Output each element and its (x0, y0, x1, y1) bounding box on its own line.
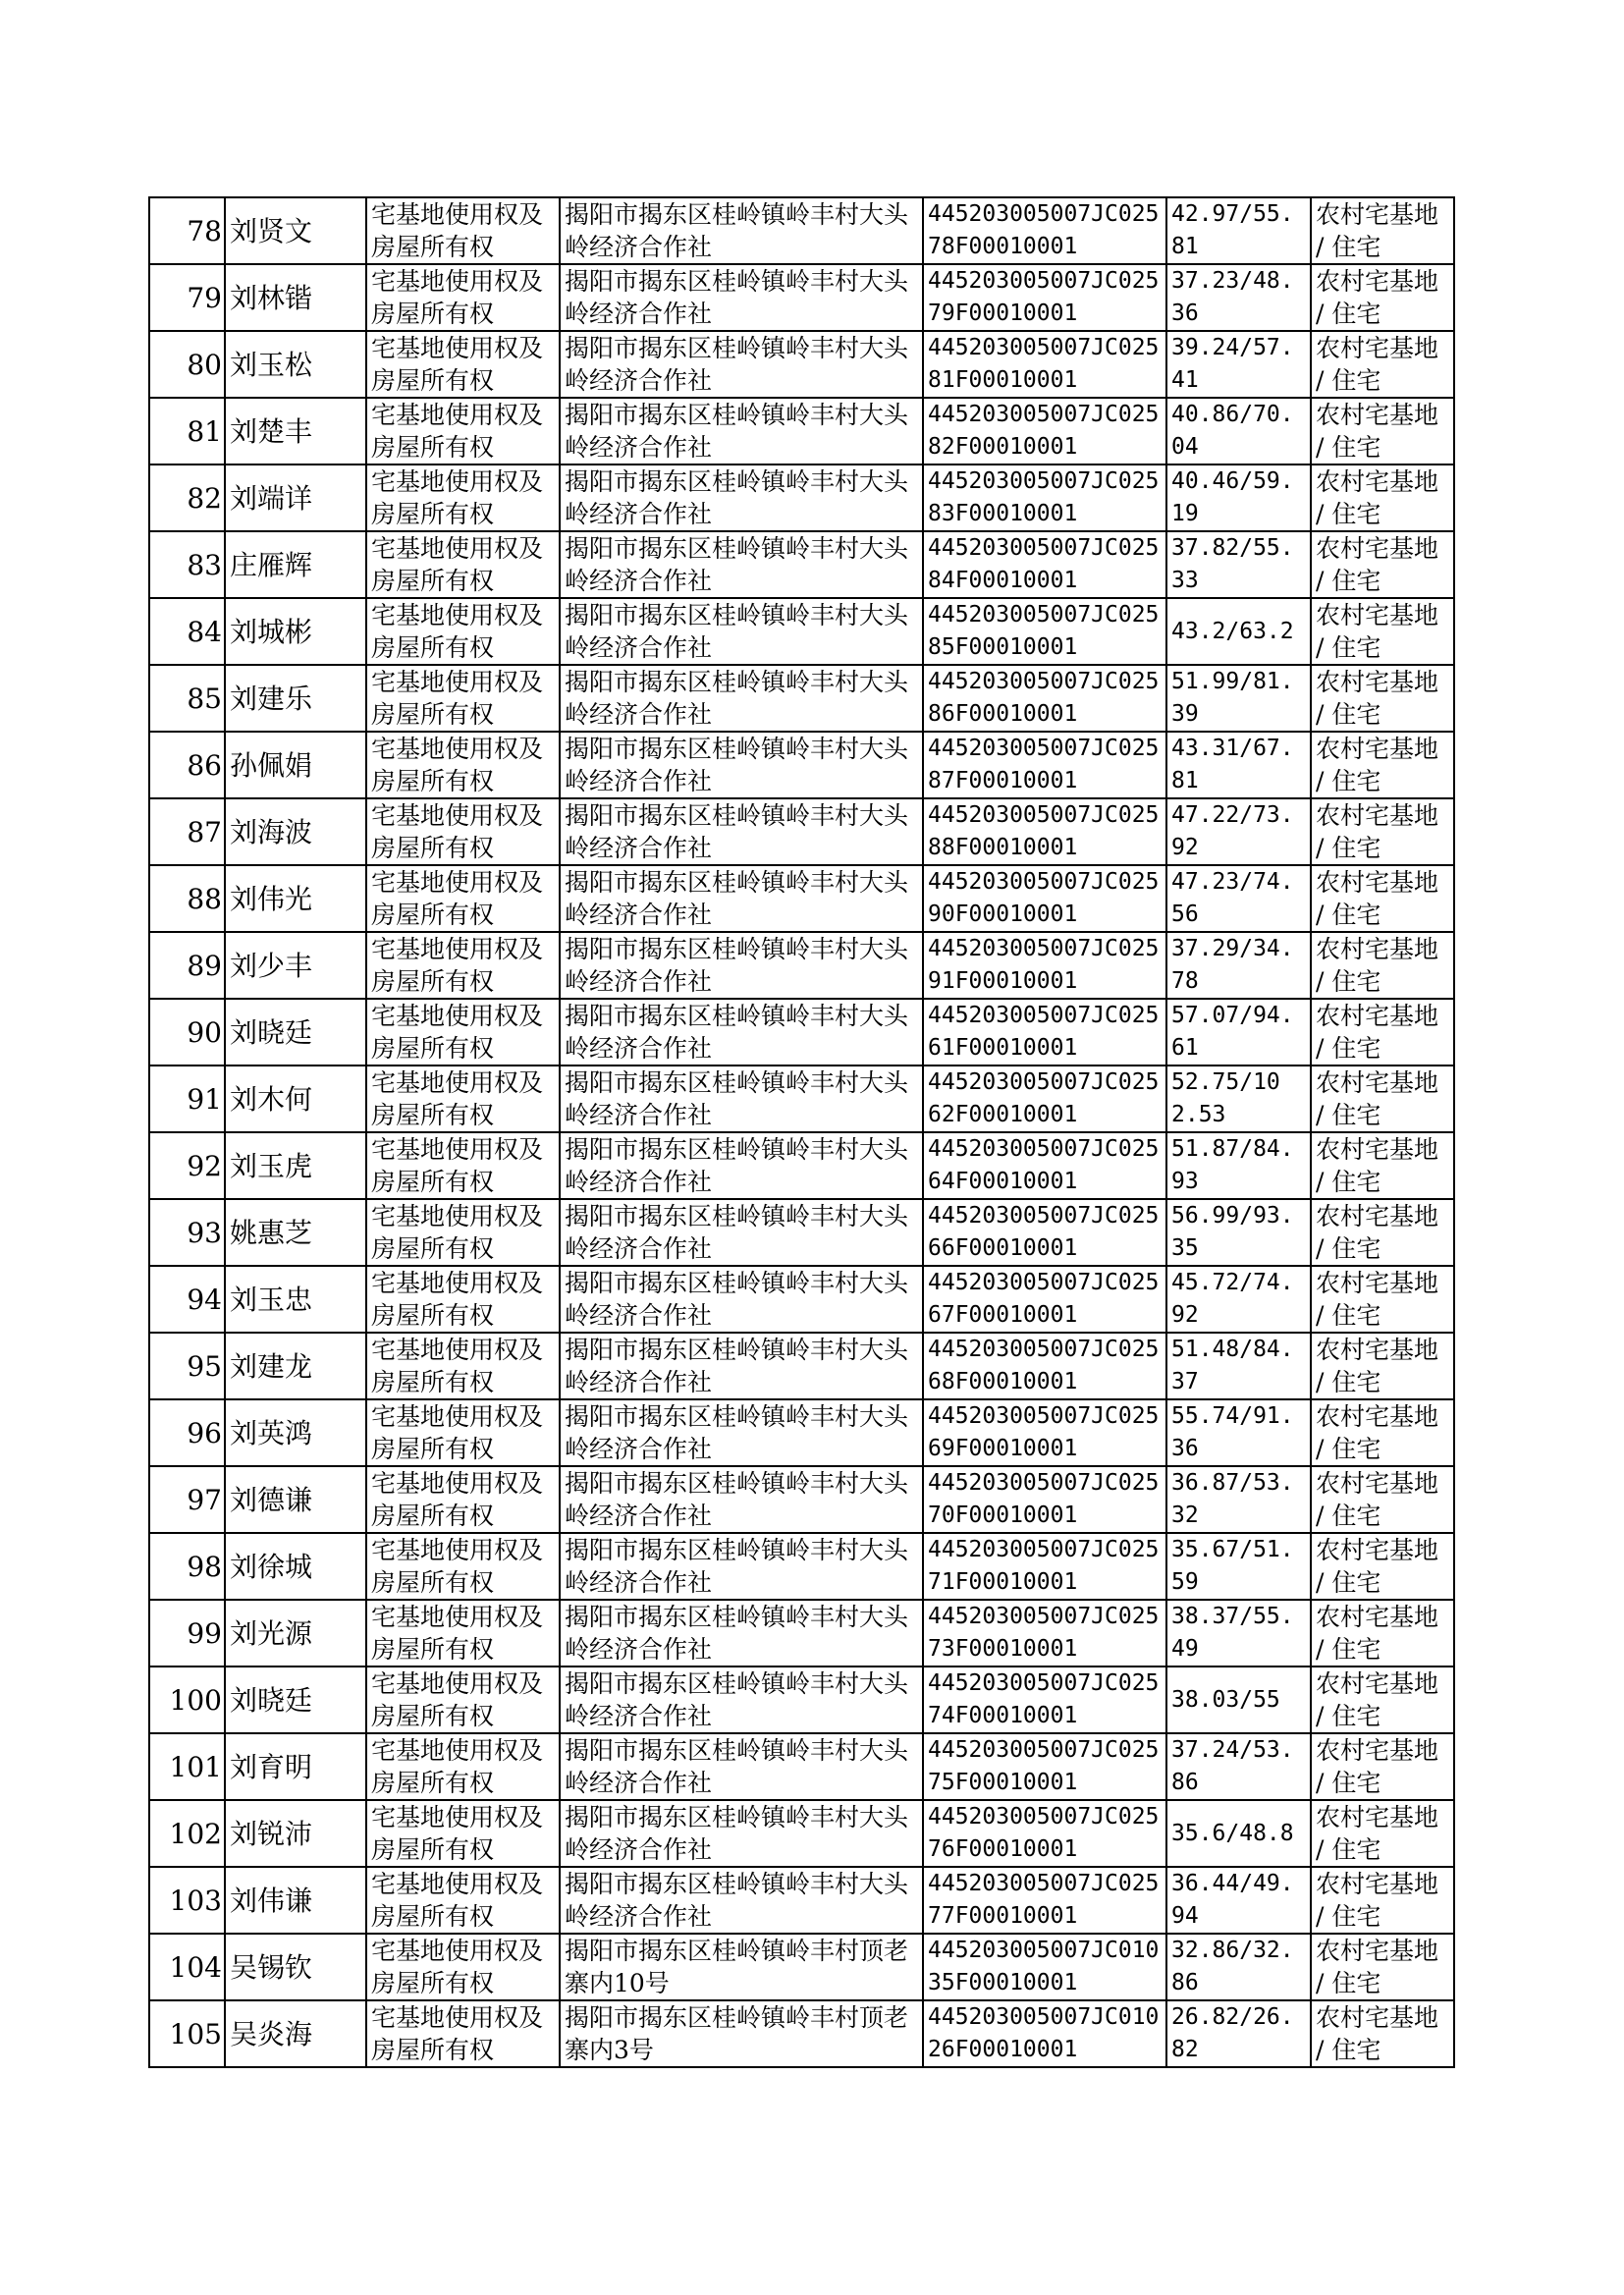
table-row (149, 1800, 1454, 1867)
right-type-cell: 宅基地使用权及房屋所有权 (366, 1399, 560, 1466)
unit-code-cell: 445203005007JC02568F00010001 (923, 1333, 1166, 1399)
usage-cell: 农村宅基地 / 住宅 (1311, 665, 1454, 732)
owner-name-cell: 刘贤文 (225, 197, 366, 264)
location-cell: 揭阳市揭东区桂岭镇岭丰村大头岭经济合作社 (560, 1399, 923, 1466)
unit-code-cell: 445203005007JC02579F00010001 (923, 264, 1166, 331)
area-cell: 38.03/55 (1166, 1667, 1311, 1733)
owner-name-cell: 刘伟谦 (225, 1867, 366, 1934)
table-row (149, 264, 1454, 331)
right-type-cell: 宅基地使用权及房屋所有权 (366, 197, 560, 264)
table-row (149, 1266, 1454, 1333)
table-row (149, 1600, 1454, 1667)
owner-name-cell: 刘晓廷 (225, 1667, 366, 1733)
row-number-cell: 105 (149, 2000, 225, 2067)
area-cell: 52.75/102.53 (1166, 1066, 1311, 1132)
usage-cell: 农村宅基地 / 住宅 (1311, 1867, 1454, 1934)
area-cell: 55.74/91.36 (1166, 1399, 1311, 1466)
owner-name-cell: 刘伟光 (225, 865, 366, 932)
unit-code-cell: 445203005007JC02564F00010001 (923, 1132, 1166, 1199)
row-number-cell: 78 (149, 197, 225, 264)
usage-cell: 农村宅基地 / 住宅 (1311, 999, 1454, 1066)
area-cell: 35.6/48.8 (1166, 1800, 1311, 1867)
usage-cell: 农村宅基地 / 住宅 (1311, 1399, 1454, 1466)
owner-name-cell: 刘光源 (225, 1600, 366, 1667)
usage-cell: 农村宅基地 / 住宅 (1311, 732, 1454, 798)
unit-code-cell: 445203005007JC02578F00010001 (923, 197, 1166, 264)
registry-table (148, 196, 1455, 2068)
usage-cell: 农村宅基地 / 住宅 (1311, 932, 1454, 999)
usage-cell: 农村宅基地 / 住宅 (1311, 1667, 1454, 1733)
usage-cell: 农村宅基地 / 住宅 (1311, 1800, 1454, 1867)
usage-cell: 农村宅基地 / 住宅 (1311, 264, 1454, 331)
row-number-cell: 81 (149, 398, 225, 464)
owner-name-cell: 刘建乐 (225, 665, 366, 732)
unit-code-cell: 445203005007JC02561F00010001 (923, 999, 1166, 1066)
row-number-cell: 95 (149, 1333, 225, 1399)
table-row (149, 798, 1454, 865)
location-cell: 揭阳市揭东区桂岭镇岭丰村大头岭经济合作社 (560, 1733, 923, 1800)
row-number-cell: 85 (149, 665, 225, 732)
right-type-cell: 宅基地使用权及房屋所有权 (366, 1333, 560, 1399)
area-cell: 47.23/74.56 (1166, 865, 1311, 932)
row-number-cell: 83 (149, 531, 225, 598)
location-cell: 揭阳市揭东区桂岭镇岭丰村大头岭经济合作社 (560, 798, 923, 865)
location-cell: 揭阳市揭东区桂岭镇岭丰村大头岭经济合作社 (560, 665, 923, 732)
owner-name-cell: 刘德谦 (225, 1466, 366, 1533)
location-cell: 揭阳市揭东区桂岭镇岭丰村顶老寨内3号 (560, 2000, 923, 2067)
location-cell: 揭阳市揭东区桂岭镇岭丰村大头岭经济合作社 (560, 865, 923, 932)
location-cell: 揭阳市揭东区桂岭镇岭丰村大头岭经济合作社 (560, 1600, 923, 1667)
owner-name-cell: 刘楚丰 (225, 398, 366, 464)
row-number-cell: 97 (149, 1466, 225, 1533)
area-cell: 43.2/63.2 (1166, 598, 1311, 665)
table-row (149, 531, 1454, 598)
row-number-cell: 87 (149, 798, 225, 865)
location-cell: 揭阳市揭东区桂岭镇岭丰村大头岭经济合作社 (560, 1867, 923, 1934)
row-number-cell: 100 (149, 1667, 225, 1733)
row-number-cell: 82 (149, 464, 225, 531)
table-row (149, 1466, 1454, 1533)
row-number-cell: 84 (149, 598, 225, 665)
row-number-cell: 89 (149, 932, 225, 999)
area-cell: 37.23/48.36 (1166, 264, 1311, 331)
row-number-cell: 104 (149, 1934, 225, 2000)
usage-cell: 农村宅基地 / 住宅 (1311, 1934, 1454, 2000)
location-cell: 揭阳市揭东区桂岭镇岭丰村大头岭经济合作社 (560, 197, 923, 264)
owner-name-cell: 刘端详 (225, 464, 366, 531)
owner-name-cell: 姚惠芝 (225, 1199, 366, 1266)
location-cell: 揭阳市揭东区桂岭镇岭丰村大头岭经济合作社 (560, 932, 923, 999)
owner-name-cell: 刘玉忠 (225, 1266, 366, 1333)
unit-code-cell: 445203005007JC02573F00010001 (923, 1600, 1166, 1667)
usage-cell: 农村宅基地 / 住宅 (1311, 598, 1454, 665)
row-number-cell: 99 (149, 1600, 225, 1667)
right-type-cell: 宅基地使用权及房屋所有权 (366, 1800, 560, 1867)
row-number-cell: 88 (149, 865, 225, 932)
unit-code-cell: 445203005007JC02567F00010001 (923, 1266, 1166, 1333)
usage-cell: 农村宅基地 / 住宅 (1311, 1600, 1454, 1667)
right-type-cell: 宅基地使用权及房屋所有权 (366, 1199, 560, 1266)
unit-code-cell: 445203005007JC02590F00010001 (923, 865, 1166, 932)
owner-name-cell: 庄雁辉 (225, 531, 366, 598)
usage-cell: 农村宅基地 / 住宅 (1311, 1199, 1454, 1266)
location-cell: 揭阳市揭东区桂岭镇岭丰村大头岭经济合作社 (560, 598, 923, 665)
usage-cell: 农村宅基地 / 住宅 (1311, 1066, 1454, 1132)
unit-code-cell: 445203005007JC02570F00010001 (923, 1466, 1166, 1533)
usage-cell: 农村宅基地 / 住宅 (1311, 398, 1454, 464)
table-row (149, 2000, 1454, 2067)
owner-name-cell: 刘徐城 (225, 1533, 366, 1600)
usage-cell: 农村宅基地 / 住宅 (1311, 1333, 1454, 1399)
table-row (149, 932, 1454, 999)
area-cell: 51.48/84.37 (1166, 1333, 1311, 1399)
owner-name-cell: 孙佩娟 (225, 732, 366, 798)
table-row (149, 732, 1454, 798)
table-row (149, 999, 1454, 1066)
row-number-cell: 101 (149, 1733, 225, 1800)
right-type-cell: 宅基地使用权及房屋所有权 (366, 1266, 560, 1333)
usage-cell: 农村宅基地 / 住宅 (1311, 1466, 1454, 1533)
row-number-cell: 92 (149, 1132, 225, 1199)
row-number-cell: 80 (149, 331, 225, 398)
right-type-cell: 宅基地使用权及房屋所有权 (366, 1533, 560, 1600)
registry-table-body (149, 197, 1454, 2067)
unit-code-cell: 445203005007JC01035F00010001 (923, 1934, 1166, 2000)
right-type-cell: 宅基地使用权及房屋所有权 (366, 732, 560, 798)
right-type-cell: 宅基地使用权及房屋所有权 (366, 1867, 560, 1934)
usage-cell: 农村宅基地 / 住宅 (1311, 531, 1454, 598)
location-cell: 揭阳市揭东区桂岭镇岭丰村大头岭经济合作社 (560, 1066, 923, 1132)
right-type-cell: 宅基地使用权及房屋所有权 (366, 932, 560, 999)
unit-code-cell: 445203005007JC02584F00010001 (923, 531, 1166, 598)
area-cell: 26.82/26.82 (1166, 2000, 1311, 2067)
unit-code-cell: 445203005007JC02582F00010001 (923, 398, 1166, 464)
area-cell: 32.86/32.86 (1166, 1934, 1311, 2000)
owner-name-cell: 吴炎海 (225, 2000, 366, 2067)
right-type-cell: 宅基地使用权及房屋所有权 (366, 598, 560, 665)
table-row (149, 1132, 1454, 1199)
location-cell: 揭阳市揭东区桂岭镇岭丰村大头岭经济合作社 (560, 1199, 923, 1266)
area-cell: 57.07/94.61 (1166, 999, 1311, 1066)
area-cell: 43.31/67.81 (1166, 732, 1311, 798)
table-row (149, 1533, 1454, 1600)
location-cell: 揭阳市揭东区桂岭镇岭丰村大头岭经济合作社 (560, 732, 923, 798)
location-cell: 揭阳市揭东区桂岭镇岭丰村大头岭经济合作社 (560, 398, 923, 464)
location-cell: 揭阳市揭东区桂岭镇岭丰村大头岭经济合作社 (560, 464, 923, 531)
right-type-cell: 宅基地使用权及房屋所有权 (366, 798, 560, 865)
area-cell: 45.72/74.92 (1166, 1266, 1311, 1333)
area-cell: 36.44/49.94 (1166, 1867, 1311, 1934)
table-row (149, 1066, 1454, 1132)
area-cell: 36.87/53.32 (1166, 1466, 1311, 1533)
table-row (149, 1934, 1454, 2000)
right-type-cell: 宅基地使用权及房屋所有权 (366, 999, 560, 1066)
unit-code-cell: 445203005007JC02566F00010001 (923, 1199, 1166, 1266)
table-row (149, 1733, 1454, 1800)
usage-cell: 农村宅基地 / 住宅 (1311, 2000, 1454, 2067)
table-row (149, 665, 1454, 732)
location-cell: 揭阳市揭东区桂岭镇岭丰村大头岭经济合作社 (560, 331, 923, 398)
owner-name-cell: 刘晓廷 (225, 999, 366, 1066)
right-type-cell: 宅基地使用权及房屋所有权 (366, 331, 560, 398)
right-type-cell: 宅基地使用权及房屋所有权 (366, 264, 560, 331)
area-cell: 37.29/34.78 (1166, 932, 1311, 999)
location-cell: 揭阳市揭东区桂岭镇岭丰村大头岭经济合作社 (560, 1667, 923, 1733)
row-number-cell: 96 (149, 1399, 225, 1466)
right-type-cell: 宅基地使用权及房屋所有权 (366, 1667, 560, 1733)
area-cell: 51.99/81.39 (1166, 665, 1311, 732)
row-number-cell: 79 (149, 264, 225, 331)
table-row (149, 398, 1454, 464)
unit-code-cell: 445203005007JC02569F00010001 (923, 1399, 1166, 1466)
area-cell: 56.99/93.35 (1166, 1199, 1311, 1266)
right-type-cell: 宅基地使用权及房屋所有权 (366, 865, 560, 932)
usage-cell: 农村宅基地 / 住宅 (1311, 1132, 1454, 1199)
unit-code-cell: 445203005007JC02574F00010001 (923, 1667, 1166, 1733)
location-cell: 揭阳市揭东区桂岭镇岭丰村大头岭经济合作社 (560, 999, 923, 1066)
row-number-cell: 98 (149, 1533, 225, 1600)
table-row (149, 598, 1454, 665)
row-number-cell: 94 (149, 1266, 225, 1333)
area-cell: 37.24/53.86 (1166, 1733, 1311, 1800)
unit-code-cell: 445203005007JC02576F00010001 (923, 1800, 1166, 1867)
owner-name-cell: 刘建龙 (225, 1333, 366, 1399)
table-row (149, 197, 1454, 264)
row-number-cell: 102 (149, 1800, 225, 1867)
right-type-cell: 宅基地使用权及房屋所有权 (366, 2000, 560, 2067)
usage-cell: 农村宅基地 / 住宅 (1311, 1266, 1454, 1333)
usage-cell: 农村宅基地 / 住宅 (1311, 1533, 1454, 1600)
right-type-cell: 宅基地使用权及房屋所有权 (366, 665, 560, 732)
owner-name-cell: 刘城彬 (225, 598, 366, 665)
unit-code-cell: 445203005007JC02583F00010001 (923, 464, 1166, 531)
area-cell: 40.86/70.04 (1166, 398, 1311, 464)
location-cell: 揭阳市揭东区桂岭镇岭丰村顶老寨内10号 (560, 1934, 923, 2000)
owner-name-cell: 刘玉松 (225, 331, 366, 398)
row-number-cell: 93 (149, 1199, 225, 1266)
location-cell: 揭阳市揭东区桂岭镇岭丰村大头岭经济合作社 (560, 1533, 923, 1600)
usage-cell: 农村宅基地 / 住宅 (1311, 865, 1454, 932)
right-type-cell: 宅基地使用权及房屋所有权 (366, 398, 560, 464)
location-cell: 揭阳市揭东区桂岭镇岭丰村大头岭经济合作社 (560, 1466, 923, 1533)
usage-cell: 农村宅基地 / 住宅 (1311, 464, 1454, 531)
owner-name-cell: 刘少丰 (225, 932, 366, 999)
table-row (149, 1867, 1454, 1934)
owner-name-cell: 刘林锴 (225, 264, 366, 331)
location-cell: 揭阳市揭东区桂岭镇岭丰村大头岭经济合作社 (560, 264, 923, 331)
row-number-cell: 86 (149, 732, 225, 798)
table-row (149, 865, 1454, 932)
usage-cell: 农村宅基地 / 住宅 (1311, 197, 1454, 264)
right-type-cell: 宅基地使用权及房屋所有权 (366, 1066, 560, 1132)
table-row (149, 1199, 1454, 1266)
area-cell: 39.24/57.41 (1166, 331, 1311, 398)
row-number-cell: 103 (149, 1867, 225, 1934)
right-type-cell: 宅基地使用权及房屋所有权 (366, 531, 560, 598)
owner-name-cell: 刘木何 (225, 1066, 366, 1132)
area-cell: 47.22/73.92 (1166, 798, 1311, 865)
table-row (149, 464, 1454, 531)
unit-code-cell: 445203005007JC02571F00010001 (923, 1533, 1166, 1600)
unit-code-cell: 445203005007JC02591F00010001 (923, 932, 1166, 999)
owner-name-cell: 刘玉虎 (225, 1132, 366, 1199)
location-cell: 揭阳市揭东区桂岭镇岭丰村大头岭经济合作社 (560, 531, 923, 598)
right-type-cell: 宅基地使用权及房屋所有权 (366, 464, 560, 531)
right-type-cell: 宅基地使用权及房屋所有权 (366, 1733, 560, 1800)
usage-cell: 农村宅基地 / 住宅 (1311, 1733, 1454, 1800)
unit-code-cell: 445203005007JC02577F00010001 (923, 1867, 1166, 1934)
unit-code-cell: 445203005007JC01026F00010001 (923, 2000, 1166, 2067)
unit-code-cell: 445203005007JC02562F00010001 (923, 1066, 1166, 1132)
unit-code-cell: 445203005007JC02585F00010001 (923, 598, 1166, 665)
owner-name-cell: 刘育明 (225, 1733, 366, 1800)
unit-code-cell: 445203005007JC02586F00010001 (923, 665, 1166, 732)
owner-name-cell: 刘海波 (225, 798, 366, 865)
unit-code-cell: 445203005007JC02588F00010001 (923, 798, 1166, 865)
right-type-cell: 宅基地使用权及房屋所有权 (366, 1600, 560, 1667)
right-type-cell: 宅基地使用权及房屋所有权 (366, 1466, 560, 1533)
unit-code-cell: 445203005007JC02581F00010001 (923, 331, 1166, 398)
area-cell: 38.37/55.49 (1166, 1600, 1311, 1667)
right-type-cell: 宅基地使用权及房屋所有权 (366, 1934, 560, 2000)
row-number-cell: 90 (149, 999, 225, 1066)
area-cell: 40.46/59.19 (1166, 464, 1311, 531)
unit-code-cell: 445203005007JC02575F00010001 (923, 1733, 1166, 1800)
location-cell: 揭阳市揭东区桂岭镇岭丰村大头岭经济合作社 (560, 1333, 923, 1399)
location-cell: 揭阳市揭东区桂岭镇岭丰村大头岭经济合作社 (560, 1132, 923, 1199)
owner-name-cell: 吴锡钦 (225, 1934, 366, 2000)
usage-cell: 农村宅基地 / 住宅 (1311, 331, 1454, 398)
owner-name-cell: 刘英鸿 (225, 1399, 366, 1466)
location-cell: 揭阳市揭东区桂岭镇岭丰村大头岭经济合作社 (560, 1800, 923, 1867)
area-cell: 51.87/84.93 (1166, 1132, 1311, 1199)
owner-name-cell: 刘锐沛 (225, 1800, 366, 1867)
area-cell: 37.82/55.33 (1166, 531, 1311, 598)
table-row (149, 1667, 1454, 1733)
row-number-cell: 91 (149, 1066, 225, 1132)
area-cell: 42.97/55.81 (1166, 197, 1311, 264)
right-type-cell: 宅基地使用权及房屋所有权 (366, 1132, 560, 1199)
usage-cell: 农村宅基地 / 住宅 (1311, 798, 1454, 865)
table-row (149, 1399, 1454, 1466)
area-cell: 35.67/51.59 (1166, 1533, 1311, 1600)
table-row (149, 331, 1454, 398)
location-cell: 揭阳市揭东区桂岭镇岭丰村大头岭经济合作社 (560, 1266, 923, 1333)
unit-code-cell: 445203005007JC02587F00010001 (923, 732, 1166, 798)
table-row (149, 1333, 1454, 1399)
